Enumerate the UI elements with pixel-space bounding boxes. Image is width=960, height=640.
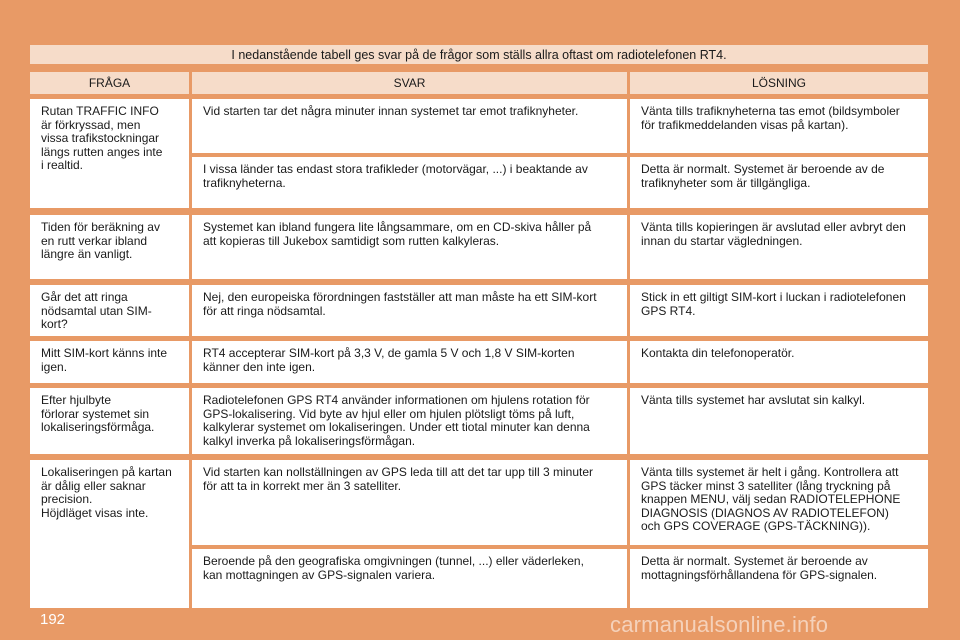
question-cell: Tiden för beräkning av en rutt verkar ibland längre än vanligt. xyxy=(30,215,189,279)
header-answer: SVAR xyxy=(192,72,627,94)
question-cell: Lokaliseringen på kartan är dålig eller saknar precision. Höjdläget visas inte. xyxy=(30,460,189,608)
solution-cell: Detta är normalt. Systemet är beroende av mottagningsförhållandena för GPS-signalen. xyxy=(630,549,928,608)
solution-cell: Stick in ett giltigt SIM-kort i luckan i radiotelefonen GPS RT4. xyxy=(630,285,928,336)
header-question: FRÅGA xyxy=(30,72,189,94)
page-number: 192 xyxy=(40,611,66,628)
solution-cell: Kontakta din telefonoperatör. xyxy=(630,341,928,383)
solution-cell: Detta är normalt. Systemet är beroende av de trafiknyheter som är tillgängliga. xyxy=(630,157,928,208)
answer-cell: Vid starten tar det några minuter innan systemet tar emot trafiknyheter. xyxy=(192,99,627,153)
answer-cell: Radiotelefonen GPS RT4 använder informationen om hjulens rotation för GPS-lokalisering. Vid byte av hjul eller om hjulen plötsligt töms på luft, kalkylerar systemet om lokaliseringen. Under ett tiotal minuter kan denna kalkyl inverka på lokaliseringsförmågan. xyxy=(192,388,627,454)
question-cell: Efter hjulbyte förlorar systemet sin lokaliseringsförmåga. xyxy=(30,388,189,454)
solution-cell: Vänta tills trafiknyheterna tas emot (bildsymboler för trafikmeddelanden visas på kartan). xyxy=(630,99,928,153)
watermark: carmanualsonline.info xyxy=(610,612,829,637)
solution-cell: Vänta tills systemet har avslutat sin kalkyl. xyxy=(630,388,928,454)
question-cell: Rutan TRAFFIC INFO är förkryssad, men vissa trafikstockningar längs rutten anges inte i realtid. xyxy=(30,99,189,208)
solution-cell: Vänta tills kopieringen är avslutad eller avbryt den innan du startar vägledningen. xyxy=(630,215,928,279)
answer-cell: Systemet kan ibland fungera lite långsammare, om en CD-skiva håller på att kopieras till Jukebox samtidigt som rutten kalkyleras. xyxy=(192,215,627,279)
question-cell: Mitt SIM-kort känns inte igen. xyxy=(30,341,189,383)
question-cell: Går det att ringa nödsamtal utan SIM- kort? xyxy=(30,285,189,336)
answer-cell: Beroende på den geografiska omgivningen (tunnel, ...) eller väderleken, kan mottagningen av GPS-signalen variera. xyxy=(192,549,627,608)
intro-banner: I nedanstående tabell ges svar på de frågor som ställs allra oftast om radiotelefonen RT4. xyxy=(30,45,928,64)
answer-cell: RT4 accepterar SIM-kort på 3,3 V, de gamla 5 V och 1,8 V SIM-korten känner den inte igen. xyxy=(192,341,627,383)
solution-cell: Vänta tills systemet är helt i gång. Kontrollera att GPS täcker minst 3 satelliter (lång tryckning på knappen MENU, välj sedan RADIOTELEPHONE DIAGNOSIS (DIAGNOS AV RADIOTELEFON) och GPS COVERAGE (GPS-TÄCKNING)). xyxy=(630,460,928,545)
answer-cell: Vid starten kan nollställningen av GPS leda till att det tar upp till 3 minuter för att ta in korrekt mer än 3 satelliter. xyxy=(192,460,627,545)
answer-cell: Nej, den europeiska förordningen fastställer att man måste ha ett SIM-kort för att ringa nödsamtal. xyxy=(192,285,627,336)
header-solution: LÖSNING xyxy=(630,72,928,94)
answer-cell: I vissa länder tas endast stora trafikleder (motorvägar, ...) i beaktande av trafiknyheterna. xyxy=(192,157,627,208)
